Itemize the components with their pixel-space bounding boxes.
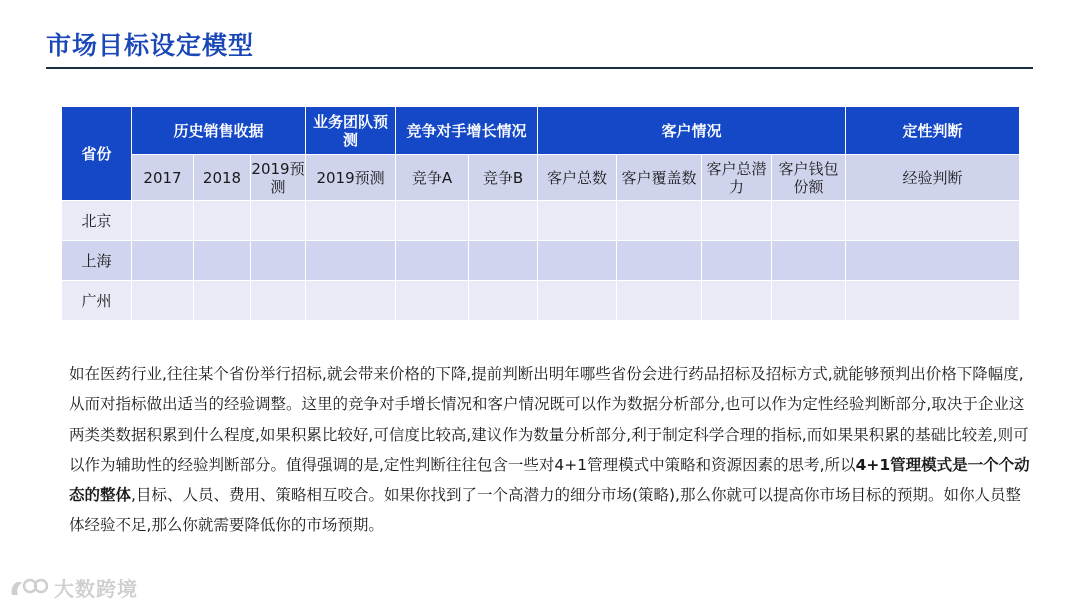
title-divider (46, 67, 1033, 69)
row-label-guangzhou: 广州 (62, 281, 132, 321)
subheader-team-2019-forecast: 2019预测 (306, 155, 396, 201)
row-label-shanghai: 上海 (62, 241, 132, 281)
paragraph-part-2: ,目标、人员、费用、策略相互咬合。如果你找到了一个高潜力的细分市场(策略),那么你就可以提高你市场目标的预期。如你人员整体经验不足,那么你就需要降低你的市场预期。 (69, 486, 1021, 535)
page-title: 市场目标设定模型 (46, 31, 255, 60)
header-history-sales: 历史销售收据 (132, 107, 306, 155)
paragraph-part-1: 如在医药行业,往往某个省份举行招标,就会带来价格的下降,提前判断出明年哪些省份会进行药品招标及招标方式,就能够预判出价格下降幅度,从而对指标做出适当的经验调整。这里的竞争对手增长情况和客户情况既可以作为数据分析部分,也可以作为定性经验判断部分,取决于企业这两类类数据积累到什么程度,如果积累比较好,可信度比较高,建议作为数量分析部分,利于制定科学合理的指标,而如果果积累的基础比较差,则可以作为辅助性的经验判断部分。值得强调的是,定性判断往往包含一些对4+1管理模式中策略和资源因素的思考,所以 (69, 365, 1029, 474)
subheader-wallet-share: 客户钱包份额 (772, 155, 846, 201)
table-cell (306, 201, 396, 241)
table-cell (396, 201, 469, 241)
table-cell (194, 281, 251, 321)
header-qualitative: 定性判断 (846, 107, 1020, 155)
table-cell (132, 201, 194, 241)
table-row (62, 281, 1020, 321)
table-cell (251, 241, 306, 281)
header-customer-status: 客户情况 (538, 107, 846, 155)
table-cell (306, 241, 396, 281)
table-cell (538, 241, 617, 281)
logo-mark-icon (8, 575, 48, 601)
table-cell (251, 201, 306, 241)
subheader-competitor-b: 竞争B (469, 155, 538, 201)
watermark-text: 大数跨境 (54, 577, 138, 601)
paragraph-bold-highlight: 4+1管理模式是一个个动态的整体 (69, 455, 1030, 505)
table-cell (772, 201, 846, 241)
header-competitor-growth: 竞争对手增长情况 (396, 107, 538, 155)
table-cell (772, 241, 846, 281)
target-model-table (61, 106, 1020, 321)
table-cell (617, 241, 702, 281)
table-cell (132, 281, 194, 321)
table-cell (469, 281, 538, 321)
table-cell (846, 201, 1020, 241)
subheader-competitor-a: 竞争A (396, 155, 469, 201)
subheader-2017: 2017 (132, 155, 194, 201)
table-cell (702, 281, 772, 321)
table-cell (846, 281, 1020, 321)
table-cell (469, 241, 538, 281)
header-team-forecast: 业务团队预测 (306, 107, 396, 155)
table-cell (617, 281, 702, 321)
table-cell (617, 201, 702, 241)
table-cell (702, 241, 772, 281)
table-cell (396, 241, 469, 281)
subheader-customer-total: 客户总数 (538, 155, 617, 201)
subheader-2018: 2018 (194, 155, 251, 201)
subheader-experience: 经验判断 (846, 155, 1020, 201)
table-cell (702, 201, 772, 241)
table-cell (772, 281, 846, 321)
table-cell (194, 201, 251, 241)
table-cell (132, 241, 194, 281)
header-province: 省份 (62, 107, 132, 201)
table-cell (396, 281, 469, 321)
table-cell (251, 281, 306, 321)
table-cell (538, 281, 617, 321)
row-label-beijing: 北京 (62, 201, 132, 241)
subheader-customer-coverage: 客户覆盖数 (617, 155, 702, 201)
table-row (62, 201, 1020, 241)
table-cell (469, 201, 538, 241)
table-cell (194, 241, 251, 281)
table-cell (538, 201, 617, 241)
subheader-customer-potential: 客户总潜力 (702, 155, 772, 201)
subheader-2019-forecast: 2019预测 (251, 155, 306, 201)
table-row (62, 241, 1020, 281)
table-cell (306, 281, 396, 321)
watermark-logo (8, 573, 138, 602)
body-paragraph (69, 359, 1034, 541)
table-cell (846, 241, 1020, 281)
